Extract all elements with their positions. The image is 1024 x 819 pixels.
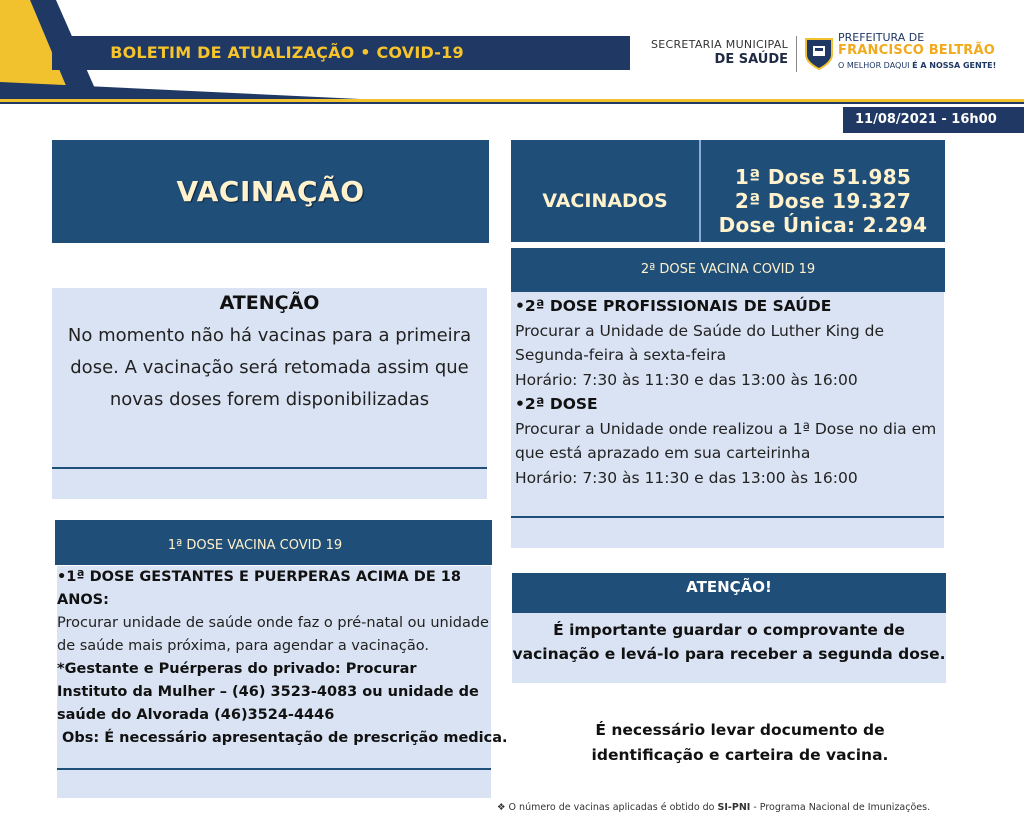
dose1-count: 1ª Dose 51.985 bbox=[734, 165, 912, 189]
atencao-heading: ATENÇÃO bbox=[219, 292, 320, 314]
dose1-panel-divider bbox=[57, 768, 491, 770]
vacinacao-title-box bbox=[52, 140, 489, 243]
dose1-header: 1ª DOSE VACINA COVID 19 bbox=[167, 538, 343, 553]
dose1-item-title: •1ª DOSE GESTANTES E PUERPERAS ACIMA DE 18 ANOS: bbox=[57, 569, 461, 608]
secretaria-name: DE SAÚDE bbox=[714, 52, 788, 67]
dose2-panel-divider bbox=[511, 516, 944, 518]
dose1-content bbox=[57, 566, 508, 750]
dose1-obs: Obs: É necessário apresentação de prescrição medica. bbox=[57, 730, 508, 746]
dose2-body: Procurar a Unidade onde realizou a 1ª Dose no dia em que está aprazado em sua carteirinha bbox=[515, 419, 937, 462]
prof-body: Procurar a Unidade de Saúde do Luther King de Segunda-feira à sexta-feira bbox=[515, 321, 885, 364]
dose-unica-count: Dose Única: 2.294 bbox=[718, 213, 928, 237]
vacinacao-title: VACINAÇÃO bbox=[176, 175, 365, 208]
footer-note: ❖ O número de vacinas aplicadas é obtido do SI-PNI - Programa Nacional de Imunizações. bbox=[497, 802, 931, 813]
prefeitura-slogan: O MELHOR DAQUI É A NOSSA GENTE! bbox=[838, 61, 997, 70]
dose2-content bbox=[515, 294, 940, 490]
bullet-icon: ❖ bbox=[497, 802, 509, 813]
secretaria-label: SECRETARIA MUNICIPAL bbox=[650, 38, 788, 51]
atencao2-header: ATENÇÃO! bbox=[686, 578, 772, 596]
dose1-private-info: *Gestante e Puérperas do privado: Procurar Instituto da Mulher – (46) 3523-4083 ou unidade de saúde do Alvorada (46)3524-4446 bbox=[57, 661, 479, 723]
atencao-body: No momento não há vacinas para a primeira dose. A vacinação será retomada assim que novas doses forem disponibilizadas bbox=[67, 325, 472, 410]
bulletin-title: BOLETIM DE ATUALIZAÇÃO • COVID-19 bbox=[110, 43, 464, 62]
dose2-count: 2ª Dose 19.327 bbox=[734, 189, 912, 213]
atencao-panel-divider bbox=[52, 467, 487, 469]
dose2-hours: Horário: 7:30 às 11:30 e das 13:00 às 16:00 bbox=[515, 468, 858, 487]
dose2-title: •2ª DOSE bbox=[515, 395, 598, 413]
atencao2-body: É importante guardar o comprovante de vacinação e levá-lo para receber a segunda dose. bbox=[512, 621, 946, 663]
dose1-item-body: Procurar unidade de saúde onde faz o pré-natal ou unidade de saúde mais próxima, para agendar a vacinação. bbox=[57, 615, 489, 654]
document-note: É necessário levar documento de identificação e carteira de vacina. bbox=[591, 721, 889, 764]
dose-counts bbox=[701, 165, 945, 237]
update-date: 11/08/2021 - 16h00 bbox=[843, 107, 1024, 133]
city-crest-icon bbox=[804, 37, 834, 70]
prefeitura-name: FRANCISCO BELTRÃO bbox=[838, 43, 996, 58]
vacinados-label: VACINADOS bbox=[542, 190, 668, 212]
prof-hours: Horário: 7:30 às 11:30 e das 13:00 às 16:00 bbox=[515, 370, 858, 389]
logo-divider bbox=[796, 36, 797, 72]
dose2-header: 2ª DOSE VACINA COVID 19 bbox=[640, 262, 816, 277]
prof-title: •2ª DOSE PROFISSIONAIS DE SAÚDE bbox=[515, 297, 832, 315]
header-divider-navy bbox=[0, 102, 1024, 104]
prefeitura-label: PREFEITURA DE bbox=[838, 31, 925, 44]
